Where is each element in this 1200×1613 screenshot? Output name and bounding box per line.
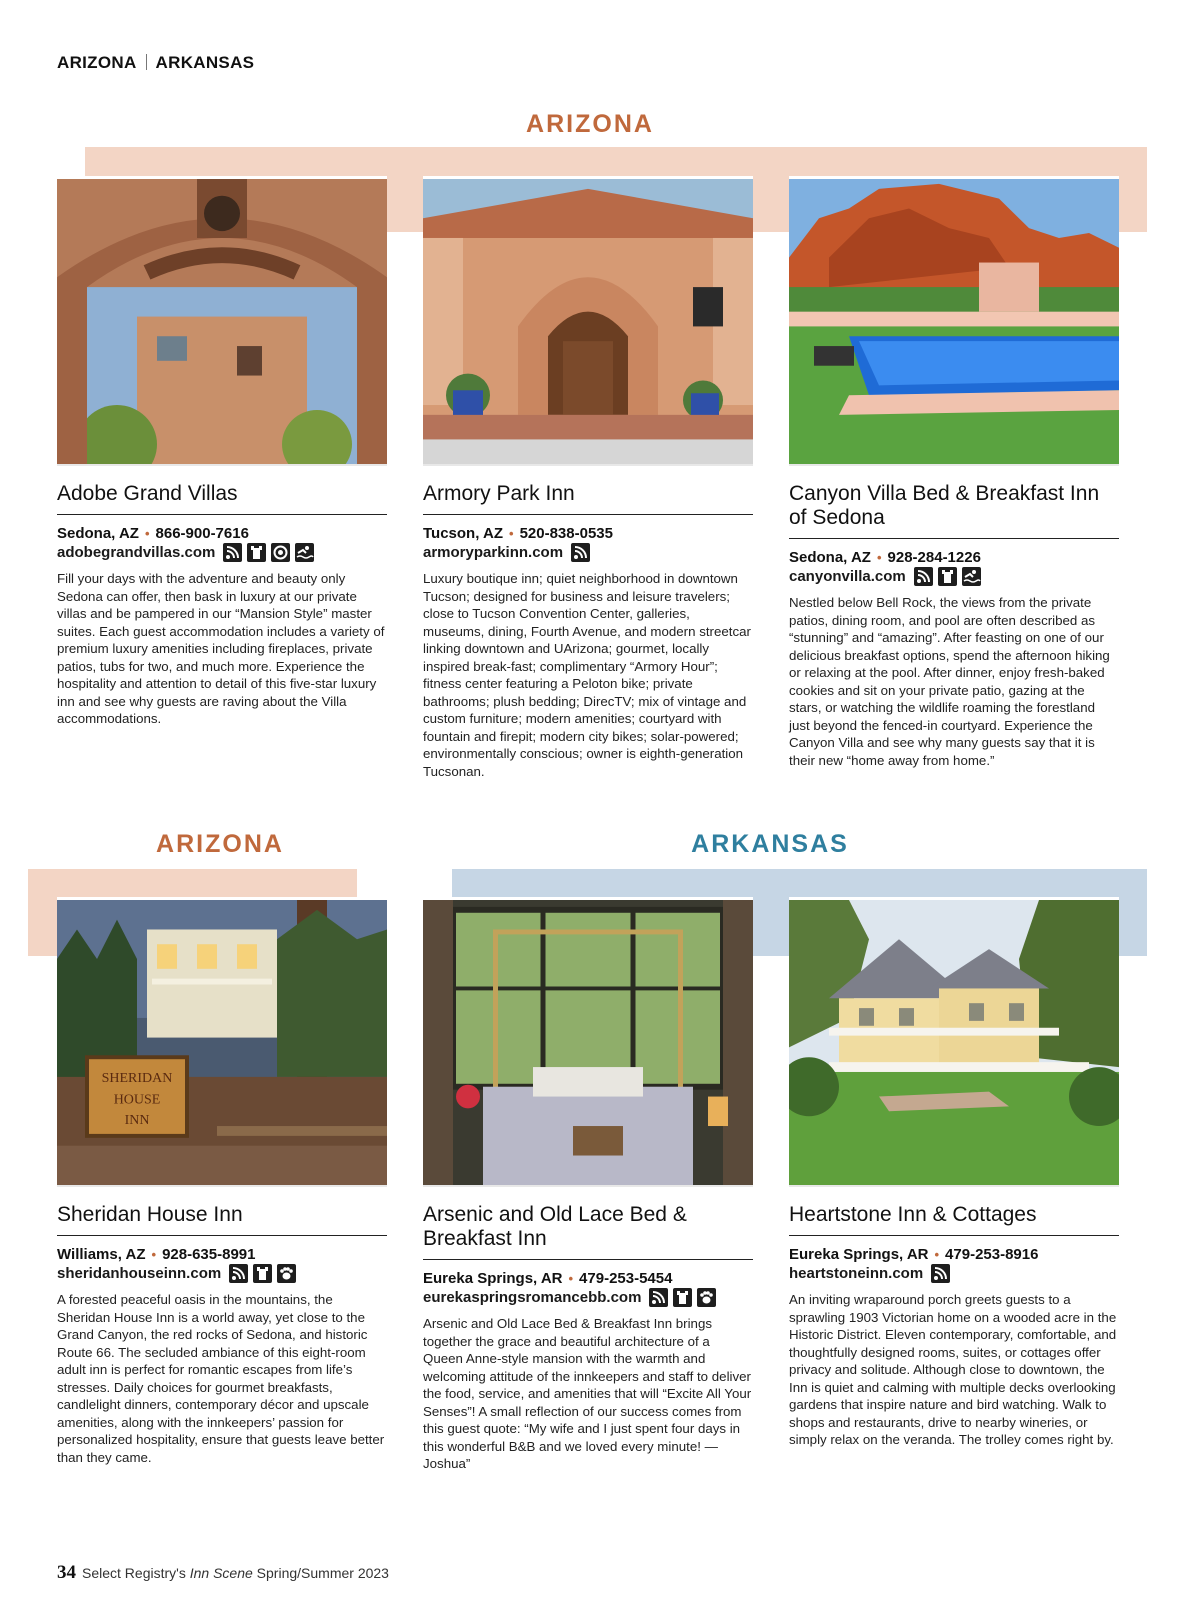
inn-url-line <box>57 543 387 562</box>
inn-phone[interactable]: 928-635-8991 <box>162 1246 256 1263</box>
paw-icon <box>277 1264 296 1283</box>
inn-description: Luxury boutique inn; quiet neighborhood in downtown Tucson; designed for business and leisure travelers; close to Tucson Convention Center, galleries, museums, dining, Fourth Avenue, and modern streetcar linking downtown and UArizona; gourmet, locally inspired break-fast; complimentary “Armory Hour”; fitness center featuring a Peloton bike; private bathrooms; plush bedding; DirecTV; mix of vintage and custom furniture; modern amenities; courtyard with fountain and firepit; modern city bikes; solar-powered; environmentally conscious; owner is eighth-generation Tucsonan. <box>423 571 751 779</box>
issue: Spring/Summer 2023 <box>252 1565 389 1581</box>
inn-phone[interactable]: 479-253-5454 <box>579 1270 673 1287</box>
pet-friendly-icon <box>938 567 957 586</box>
inn-phone[interactable]: 479-253-8916 <box>945 1246 1039 1263</box>
inn-contact <box>789 548 1119 567</box>
inn-name: Canyon Villa Bed & Breakfast Inn of Sedona <box>789 482 1119 539</box>
inn-url-line <box>789 567 1119 586</box>
adobe-entrance-photo <box>57 179 387 464</box>
rss-icon <box>914 567 933 586</box>
running-head <box>57 53 254 73</box>
publisher: Select Registry's <box>82 1565 190 1581</box>
rss-icon <box>229 1264 248 1283</box>
inn-card-sheridan-house-inn <box>57 897 387 1466</box>
inn-website-link[interactable]: canyonvilla.com <box>789 568 906 585</box>
inn-description: Fill your days with the adventure and beauty only Sedona can offer, then bask in luxury at our private villas and be pampered in our “Mansion Style” master suites. Each guest accommodation includes a variety of premium luxury amenities including fireplaces, private patios, tubs for two, and much more. Experience the hospitality and attention to detail of this five-star luxury inn and see why guests are raving about the Villa accommodations. <box>57 571 385 726</box>
accessible-icon <box>271 543 290 562</box>
inn-website-link[interactable]: sheridanhouseinn.com <box>57 1265 222 1282</box>
inn-website-link[interactable]: armoryparkinn.com <box>423 544 564 561</box>
page-number: 34 <box>57 1562 76 1583</box>
inn-url-line <box>423 1288 753 1307</box>
inn-website-link[interactable]: heartstoneinn.com <box>789 1265 924 1282</box>
separator-dot: • <box>876 550 882 565</box>
inn-contact <box>423 524 753 543</box>
inn-phone[interactable]: 928-284-1226 <box>887 549 981 566</box>
inn-name: Armory Park Inn <box>423 482 753 515</box>
separator-dot: • <box>934 1247 940 1262</box>
paw-icon <box>697 1288 716 1307</box>
inn-url-line <box>423 543 753 562</box>
inn-description: Nestled below Bell Rock, the views from the private patios, dining room, and pool are often described as “stunning” and “amazing”. After feasting on one of our delicious breakfast options, spend the afternoon hiking or relaxing at the pool. After dinner, enjoy fresh-baked cookies and sit on your private patio, gazing at the stars, or watching the wildlife roaming the forestland just beyond the fenced-in courtyard. Experience the Canyon Villa and see why many guests say that it is their new “home away from home.” <box>789 595 1110 768</box>
publication-title: Inn Scene <box>189 1565 253 1581</box>
inn-phone[interactable]: 520-838-0535 <box>519 525 613 542</box>
rss-icon <box>649 1288 668 1307</box>
page-footer <box>57 1562 389 1584</box>
inn-location: Eureka Springs, AR <box>423 1270 563 1287</box>
inn-name: Adobe Grand Villas <box>57 482 387 515</box>
victorian-house-photo <box>789 900 1119 1185</box>
pet-friendly-icon <box>673 1288 692 1307</box>
inn-card-adobe-grand-villas <box>57 176 387 728</box>
running-head-arizona: ARIZONA <box>57 53 137 72</box>
section-title-arkansas: ARKANSAS <box>691 830 849 858</box>
inn-photo <box>57 176 387 466</box>
separator-dot: • <box>151 1247 157 1262</box>
pool-icon <box>962 567 981 586</box>
inn-card-heartstone-inn <box>789 897 1119 1449</box>
pet-friendly-icon <box>253 1264 272 1283</box>
inn-name: Arsenic and Old Lace Bed & Breakfast Inn <box>423 1203 753 1260</box>
running-head-arkansas: ARKANSAS <box>155 53 255 72</box>
red-rock-pool-photo <box>789 179 1119 464</box>
inn-photo <box>789 897 1119 1187</box>
inn-location: Williams, AZ <box>57 1246 146 1263</box>
inn-location: Sedona, AZ <box>57 525 139 542</box>
inn-contact <box>789 1245 1119 1264</box>
separator-dot: • <box>509 526 514 541</box>
inn-name: Heartstone Inn & Cottages <box>789 1203 1119 1236</box>
pet-friendly-icon <box>247 543 266 562</box>
inn-photo <box>423 897 753 1187</box>
inn-description: A forested peaceful oasis in the mountains, the Sheridan House Inn is a world away, yet close to the Grand Canyon, the red rocks of Sedona, and historic Route 66. The secluded ambiance of this eight-room adult inn is perfect for romantic escapes from life’s stresses. Daily choices for gourmet breakfasts, candlelight dinners, contemporary décor and upscale amenities, along with the innkeepers’ passion for personalized hospitality, ensure that guests leave better than they came. <box>57 1292 385 1465</box>
inn-card-canyon-villa <box>789 176 1119 769</box>
inn-phone[interactable]: 866-900-7616 <box>155 525 249 542</box>
inn-website-link[interactable]: eurekaspringsromancebb.com <box>423 1289 642 1306</box>
separator-dot: • <box>144 526 150 541</box>
bedroom-photo <box>423 900 753 1185</box>
sign-text-line1: SHERIDAN <box>101 1070 173 1086</box>
inn-contact <box>57 524 387 543</box>
arched-doorway-photo <box>423 179 753 464</box>
inn-location: Eureka Springs, AR <box>789 1246 929 1263</box>
inn-card-armory-park-inn <box>423 176 753 780</box>
inn-location: Tucson, AZ <box>423 525 503 542</box>
pool-icon <box>295 543 314 562</box>
inn-name: Sheridan House Inn <box>57 1203 387 1236</box>
running-head-divider <box>146 54 147 70</box>
inn-photo <box>423 176 753 466</box>
inn-photo <box>57 897 387 1187</box>
sheridan-sign-photo <box>57 900 387 1185</box>
inn-contact <box>57 1245 387 1264</box>
sign-text-line2: HOUSE <box>113 1092 161 1108</box>
inn-contact <box>423 1269 753 1288</box>
rss-icon <box>571 543 590 562</box>
rss-icon <box>223 543 242 562</box>
sign-text-line3: INN <box>124 1113 150 1129</box>
inn-description: An inviting wraparound porch greets guests to a sprawling 1903 Victorian home on a wooded acre in the Historic District. Eleven contemporary, comfortable, and thoughtfully designed rooms, suites, or cottages offer privacy and solitude. Although close to downtown, the Inn is quiet and calming with multiple decks overlooking gardens that inspire nature and bird watching. Walk to shops and restaurants, drive to nearby wineries, or simply relax on the veranda. The trolley comes right by. <box>789 1292 1117 1447</box>
inn-location: Sedona, AZ <box>789 549 871 566</box>
inn-photo <box>789 176 1119 466</box>
section-title-arizona-2: ARIZONA <box>156 830 284 858</box>
rss-icon <box>931 1264 950 1283</box>
inn-url-line <box>789 1264 1119 1283</box>
inn-website-link[interactable]: adobegrandvillas.com <box>57 544 216 561</box>
inn-description: Arsenic and Old Lace Bed & Breakfast Inn brings together the grace and beautiful architecture of a Queen Anne-style mansion with the warmth and welcoming attitude of the innkeepers and staff to deliver the food, service, and amenities that will “Excite All Your Senses”! A small reflection of our success comes from this guest quote: “My wife and I just spent four days in this wonderful B&B and we loved every minute! —Joshua” <box>423 1316 752 1471</box>
inn-url-line <box>57 1264 387 1283</box>
inn-card-arsenic-and-old-lace <box>423 897 753 1473</box>
separator-dot: • <box>568 1271 574 1286</box>
section-title-arizona: ARIZONA <box>526 110 654 138</box>
